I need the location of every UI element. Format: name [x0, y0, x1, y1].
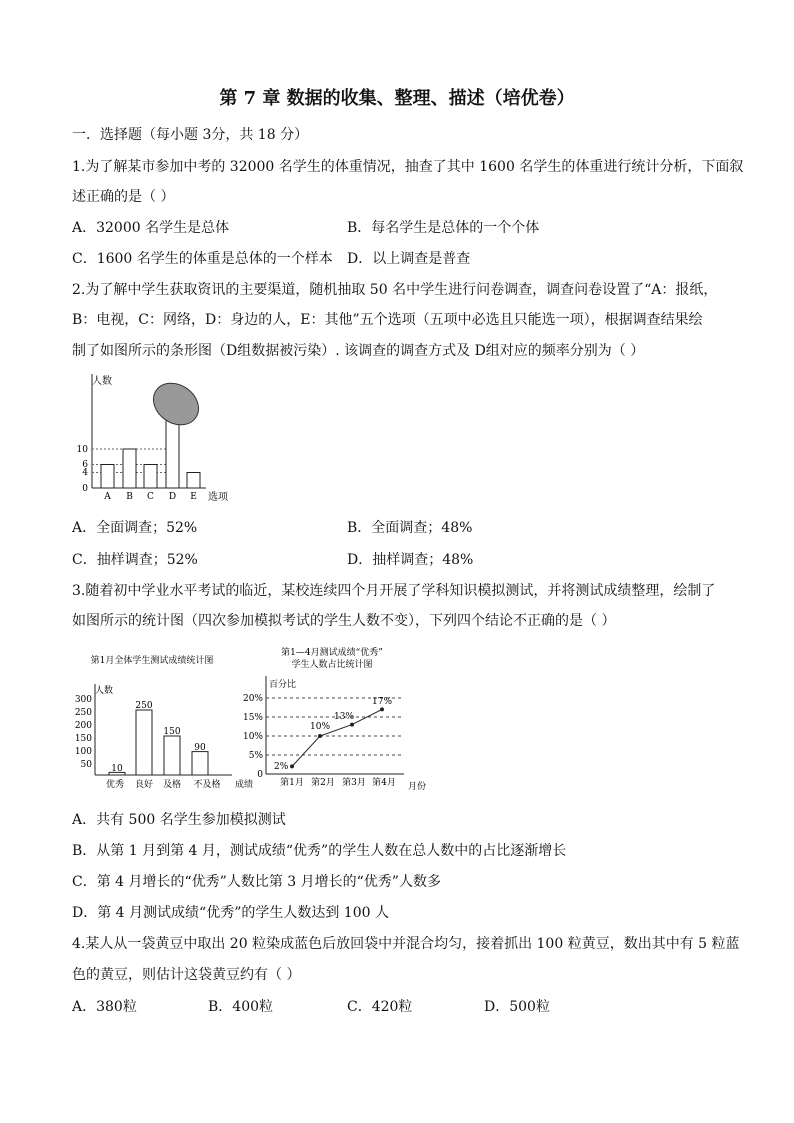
chart1-xtick: D	[168, 492, 177, 502]
chart2-value-label: 150	[163, 727, 181, 737]
chart3-data-label: 17%	[372, 697, 393, 707]
q4-line1: 4.某人从一袋黄豆中取出 20 粒染成蓝色后放回袋中并混合均匀，接着抓出 100 粒黄豆，数出其中有 5 粒蓝	[72, 936, 740, 952]
chart3-ytick: 0	[257, 770, 263, 780]
chart2-ytick: 200	[74, 721, 92, 731]
chart1-bar-a	[101, 465, 114, 489]
chart3-xtick: 第3月	[342, 778, 366, 788]
chart3-xtick: 第4月	[372, 778, 396, 788]
section-heading: 一．选择题（每小题 3分，共 18 分）	[72, 127, 309, 143]
q1-line1: 1.为了解某市参加中考的 32000 名学生的体重情况，抽查了其中 1600 名学生的体重进行统计分析，下面叙	[72, 159, 744, 175]
chart2-xtick: 及格	[162, 780, 182, 790]
q1-option-c: C．1600 名学生的体重是总体的一个样本	[72, 251, 333, 267]
q3-option-b: B．从第 1 月到第 4 月，测试成绩“优秀”的学生人数在总人数中的占比逐渐增长	[72, 843, 567, 859]
q2-bar-chart	[72, 370, 242, 505]
q4-option-c: C．420粒	[347, 999, 413, 1015]
q3-month1-bar-chart	[72, 644, 254, 794]
chart3-ytick: 10%	[242, 732, 263, 742]
chart3-ylabel: 百分比	[269, 680, 297, 690]
chart2-value-label: 10	[111, 764, 123, 774]
chart2-bar-fail	[192, 752, 208, 775]
chart3-point	[350, 723, 354, 727]
q1-line2: 述正确的是（ ）	[72, 189, 175, 205]
chart3-title-line2: 学生人数占比统计图	[291, 660, 373, 670]
q4-option-d: D．500粒	[484, 999, 550, 1015]
chart3-title-line1: 第1—4月测试成绩“优秀”	[281, 648, 383, 658]
chart2-xlabel: 成绩	[235, 780, 254, 790]
chart3-data-label: 13%	[334, 712, 355, 722]
chart1-bar-d	[166, 418, 179, 488]
q4-option-a: A．380粒	[72, 999, 137, 1015]
chart3-ytick: 20%	[242, 694, 263, 704]
chart1-xtick: B	[126, 492, 133, 502]
q2-option-c: C．抽样调查；52%	[72, 552, 198, 568]
chart2-value-label: 250	[135, 701, 153, 711]
stain-blot	[145, 375, 206, 434]
q3-option-a: A．共有 500 名学生参加模拟测试	[72, 812, 286, 828]
q2-line3: 制了如图所示的条形图（D组数据被污染）. 该调查的调查方式及 D组对应的频率分别为（ ）	[72, 343, 645, 359]
chart2-value-label: 90	[194, 743, 206, 753]
q1-option-a: A．32000 名学生是总体	[72, 220, 230, 236]
chart3-point	[290, 764, 294, 768]
q4-option-b: B．400粒	[208, 999, 274, 1015]
q1-option-b: B．每名学生是总体的一个个体	[347, 220, 540, 236]
chart2-xtick: 优秀	[105, 780, 125, 790]
chart3-data-label: 2%	[274, 762, 289, 772]
chart1-bar-e	[187, 473, 200, 489]
chart2-bar-good	[136, 710, 152, 775]
chart2-bar-pass	[164, 736, 180, 775]
chart3-ytick: 15%	[242, 713, 263, 723]
chart1-xlabel: 选项	[208, 492, 228, 503]
q4-line2: 色的黄豆，则估计这袋黄豆约有（ ）	[72, 967, 301, 983]
q2-option-d: D．抽样调查；48%	[347, 552, 474, 568]
q3-line1: 3.随着初中学业水平考试的临近，某校连续四个月开展了学科知识模拟测试，并将测试成绩整理，绘制了	[72, 583, 716, 599]
chart1-ytick: 0	[82, 484, 88, 494]
chart3-xtick: 第1月	[280, 778, 304, 788]
chart3-point	[380, 707, 384, 711]
chart1-xtick: A	[104, 492, 111, 502]
q2-line1: 2.为了解中学生获取资讯的主要渠道，随机抽取 50 名中学生进行问卷调查，调查问卷设置了“A：报纸，	[72, 282, 718, 298]
chart2-xtick: 良好	[134, 780, 154, 790]
chart1-bar-c	[144, 465, 157, 489]
chart1-ytick: 10	[76, 445, 88, 455]
chart2-ytick: 250	[74, 708, 92, 718]
chart3-xlabel: 月份	[408, 782, 427, 792]
chart3-ytick: 5%	[248, 751, 263, 761]
q2-line2: B：电视，C：网络，D：身边的人，E：其他”五个选项（五项中必选且只能选一项），根据调查结果绘	[72, 312, 703, 328]
q3-option-c: C．第 4 月增长的“优秀”人数比第 3 月增长的“优秀”人数多	[72, 874, 441, 890]
chart1-ytick: 6	[82, 460, 88, 470]
chart2-ylabel: 人数	[95, 686, 114, 696]
chart3-point	[318, 734, 322, 738]
chart2-ytick: 300	[74, 695, 92, 705]
chart2-ytick: 50	[80, 760, 92, 770]
q2-option-b: B．全面调查；48%	[347, 520, 473, 536]
chart1-xtick: C	[147, 492, 154, 502]
chart1-xtick: E	[190, 492, 197, 502]
chart1-ytick: 4	[82, 468, 88, 478]
q3-line-chart	[236, 640, 436, 795]
chart2-ytick: 150	[74, 734, 92, 744]
chart2-xtick: 不及格	[193, 780, 221, 790]
chart2-ytick: 100	[74, 747, 92, 757]
q2-option-a: A．全面调查；52%	[72, 520, 198, 536]
chart3-data-label: 10%	[310, 722, 331, 732]
q1-option-d: D．以上调查是普查	[347, 251, 471, 267]
chart1-ylabel: 人数	[92, 376, 112, 387]
q3-option-d: D．第 4 月测试成绩“优秀”的学生人数达到 100 人	[72, 905, 389, 921]
chart3-xtick: 第2月	[311, 778, 335, 788]
page-title: 第 7 章 数据的收集、整理、描述（培优卷）	[219, 88, 575, 109]
chart1-bar-b	[123, 449, 136, 488]
q3-line2: 如图所示的统计图（四次参加模拟考试的学生人数不变），下列四个结论不正确的是（ ）	[72, 613, 616, 629]
chart2-title: 第1月全体学生测试成绩统计图	[90, 656, 214, 666]
